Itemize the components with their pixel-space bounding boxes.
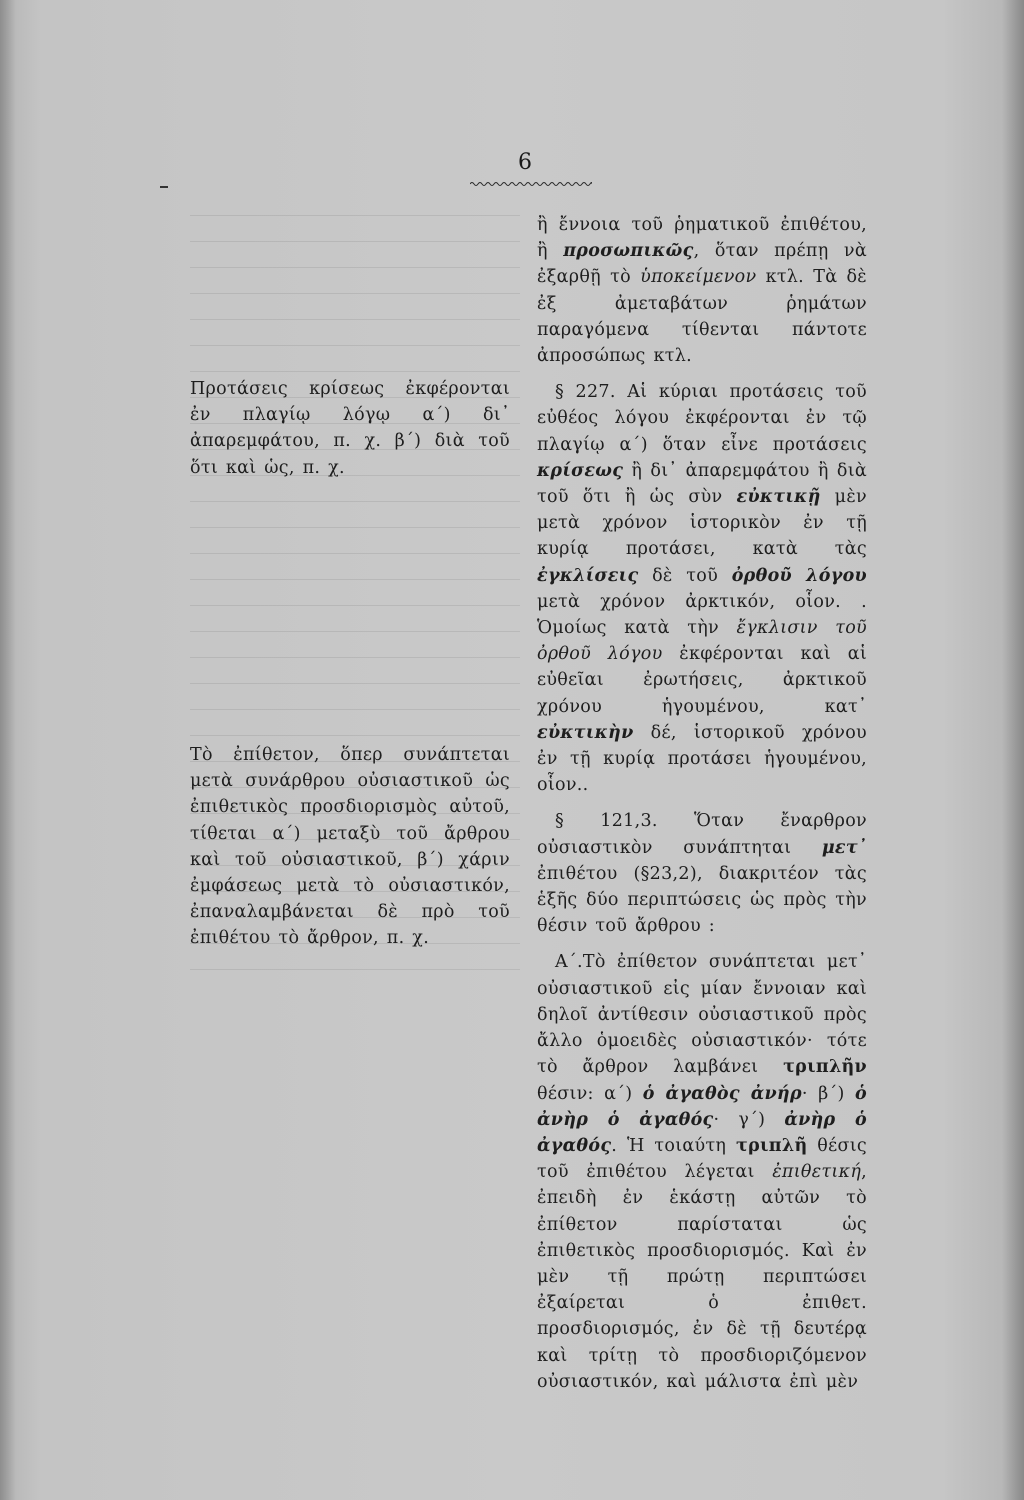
page-right-edge-shadow [1002, 0, 1024, 1500]
page-left-edge-shadow [0, 0, 16, 1500]
margin-note-epithet: Τὸ ἐπίθετον, ὅπερ συνάπτεται μετὰ συνάρθρου οὐσιαστικοῦ ὡς ἐπιθετικὸς προσδιορισμὸς αὐτοῦ, τίθεται α΄) μεταξὺ τοῦ ἄρθρου καὶ τοῦ οὐσιαστικοῦ, β΄) χάριν ἐμφάσεως μετὰ τὸ οὐσιαστικόν, ἐπαναλαμβάνεται δὲ πρὸ τοῦ ἐπιθέτου τὸ ἄρθρον, π. χ. [190, 745, 510, 949]
paragraph-section-227: § 227. Αἱ κύριαι προτάσεις τοῦ εὐθέος λόγου ἐκφέρονται ἐν τῷ πλαγίῳ α΄) ὅταν εἶνε προτάσεις κρίσεως ἢ δι᾽ ἀπαρεμφάτου ἢ διὰ τοῦ ὅτι ἢ ὡς σὺν εὐκτικῇ μὲν μετὰ χρόνον ἱστορικὸν ἐν τῇ κυρίᾳ προτάσει, κατὰ τὰς ἐγκλίσεις δὲ τοῦ ὀρθοῦ λόγου μετὰ χρόνον ἀρκτικόν, οἷον. . Ὁμοίως κατὰ τὴν ἔγκλισιν τοῦ ὀρθοῦ λόγου ἐκφέρονται καὶ αἱ εὐθεῖαι ἐρωτήσεις, ἀρκτικοῦ χρόνου ἡγουμένου, κατ᾽ εὐκτικὴν δέ, ἱστορικοῦ χρόνου ἐν τῇ κυρίᾳ προτάσει ἡγουμένου, οἷον.. [537, 382, 867, 796]
main-text-column [537, 212, 867, 1405]
wavy-rule-ornament [470, 180, 592, 188]
margin-note-propositions: Προτάσεις κρίσεως ἐκφέρονται ἐν πλαγίῳ λόγῳ α΄) δι᾽ ἀπαρεμφάτου, π. χ. β΄) διὰ τοῦ ὅτι καὶ ὡς, π. χ. [190, 379, 510, 478]
paragraph-verbal-adjective: ἢ ἔννοια τοῦ ῥηματικοῦ ἐπιθέτου, ἢ προσωπικῶς, ὅταν πρέπῃ νὰ ἐξαρθῇ τὸ ὑποκείμενον κτλ. Τὰ δὲ ἐξ ἀμεταβάτων ῥημάτων παραγόμενα τίθενται πάντοτε ἀπροσώπως κτλ. [537, 215, 868, 367]
margin-mark [160, 186, 168, 188]
paragraph-case-a: Α΄.Τὸ ἐπίθετον συνάπτεται μετ᾽ οὐσιαστικοῦ εἰς μίαν ἔννοιαν καὶ δηλοῖ ἀντίθεσιν οὐσιαστικοῦ πρὸς ἄλλο ὁμοειδὲς οὐσιαστικόν· τότε τὸ ἄρθρον λαμβάνει τριπλῆν θέσιν: α΄) ὁ ἀγαθὸς ἀνήρ· β΄) ὁ ἀνὴρ ὁ ἀγαθός· γ΄) ἀνὴρ ὁ ἀγαθός. Ἡ τοιαύτη τριπλῆ θέσις τοῦ ἐπιθέτου λέγεται ἐπιθετική, ἐπειδὴ ἐν ἑκάστῃ αὐτῶν τὸ ἐπίθετον παρίσταται ὡς ἐπιθετικὸς προσδιορισμός. Καὶ ἐν μὲν τῇ πρώτῃ περιπτώσει ἐξαίρεται ὁ ἐπιθετ. προσδιορισμός, ἐν δὲ τῇ δευτέρᾳ καὶ τρίτῃ τὸ προσδιοριζόμενον οὐσιαστικόν, καὶ μάλιστα ἐπὶ μὲν [537, 952, 868, 1392]
page-number: 6 [518, 150, 532, 175]
paragraph-section-121-3: § 121,3. Ὅταν ἔναρθρον οὐσιαστικὸν συνάπτηται μετ᾽ ἐπιθέτου (§23,2), διακριτέον τὰς ἑξῆς δύο περιπτώσεις ὡς πρὸς τὴν θέσιν τοῦ ἄρθρου : [537, 811, 867, 937]
